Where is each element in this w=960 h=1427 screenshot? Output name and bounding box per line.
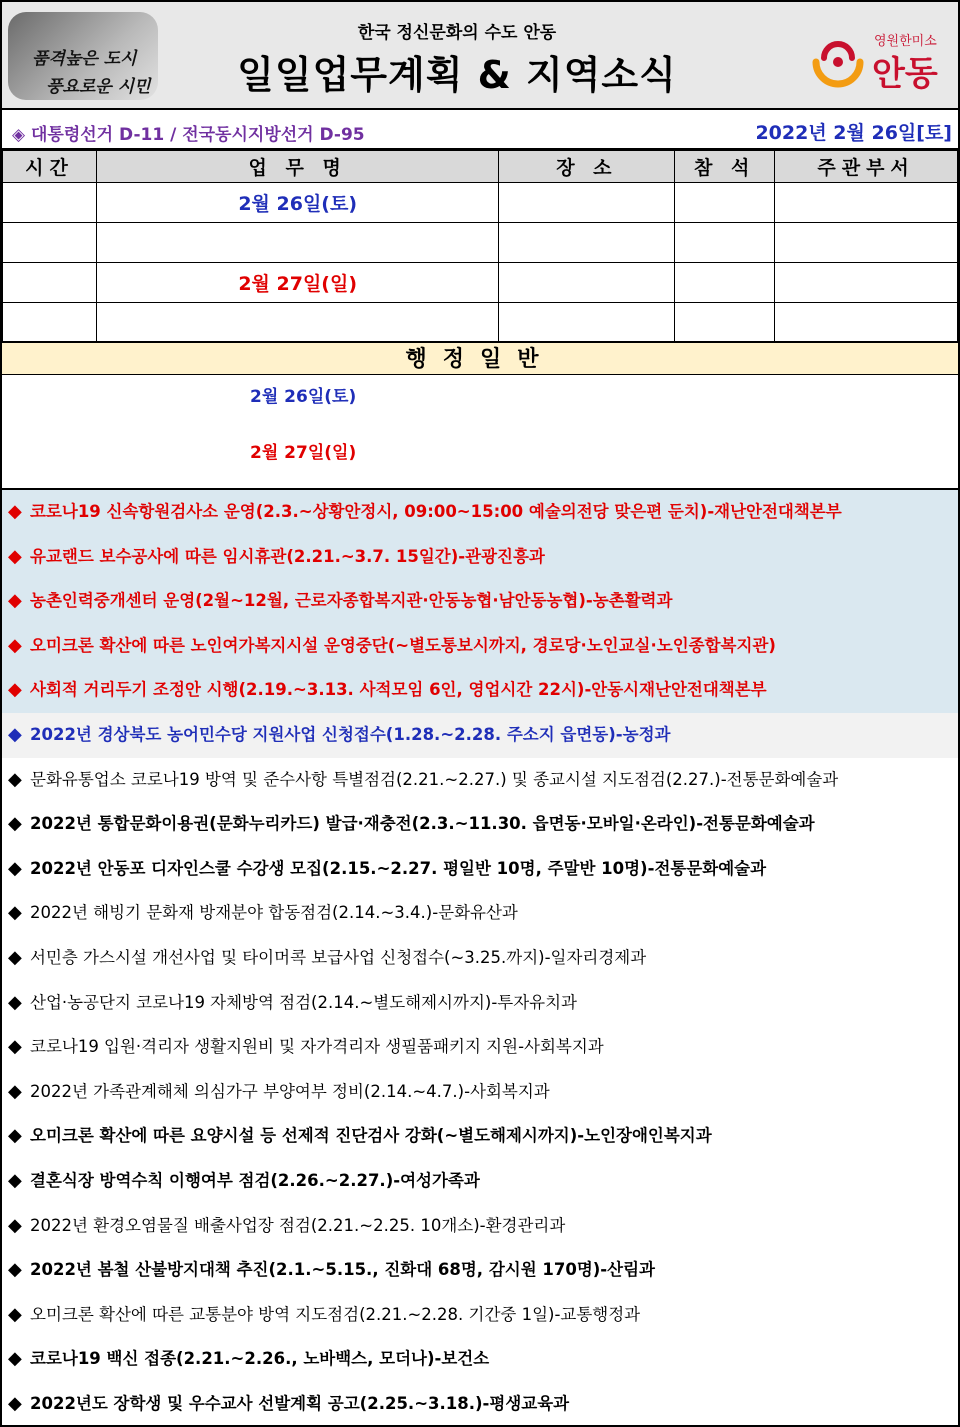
list-item [2, 1070, 958, 1115]
diamond-bullet-icon: ◆ [8, 946, 22, 968]
time-cell [3, 303, 97, 343]
table-row [3, 183, 958, 223]
list-item-text: 농촌인력중개센터 운영(2월~12월, 근로자종합복지관·안동농협·남안동농협)-농촌활력과 [30, 591, 673, 611]
list-item [2, 713, 958, 758]
list-item-text: 문화유통업소 코로나19 방역 및 준수사항 특별점검(2.21.~2.27.) 및 종교시설 지도점검(2.27.)-전통문화예술과 [30, 769, 839, 789]
dept-cell [775, 263, 958, 303]
diamond-bullet-icon: ◆ [8, 1080, 22, 1102]
list-item [2, 847, 958, 892]
list-item-text: 2022년 봄철 산불방지대책 추진(2.1.~5.15., 진화대 68명, 감시원 170명)-산림과 [30, 1260, 655, 1280]
diamond-bullet-icon: ◆ [8, 1259, 22, 1281]
diamond-bullet-icon: ◆ [8, 1303, 22, 1325]
admin-date-saturday: 2월 26일(토) [250, 387, 357, 407]
list-item [2, 579, 958, 624]
diamond-bullet-icon: ◆ [8, 857, 22, 879]
place-cell [499, 303, 675, 343]
diamond-bullet-icon: ◆ [8, 1125, 22, 1147]
schedule-table [2, 150, 958, 343]
list-item [2, 1293, 958, 1338]
slogan-line-2: 풍요로운 시민 [46, 77, 151, 97]
list-item-text: 코로나19 입원·격리자 생활지원비 및 자가격리자 생필품패키지 지원-사회복지과 [30, 1037, 604, 1057]
admin-date-sunday: 2월 27일(일) [250, 443, 357, 463]
list-item-text: 서민층 가스시설 개선사업 및 타이머콕 보급사업 신청접수(~3.25.까지)-일자리경제과 [30, 947, 647, 967]
time-cell [3, 183, 97, 223]
andong-logo [810, 24, 950, 94]
list-item [2, 802, 958, 847]
election-countdown-bar [2, 112, 958, 150]
list-item-text: 산업·농공단지 코로나19 자체방역 점검(2.14.~별도해제시까지)-투자유치과 [30, 992, 577, 1012]
list-item-text: 코로나19 신속항원검사소 운영(2.3.~상황안정시, 09:00~15:00 예술의전당 맞은편 둔치)-재난안전대책본부 [30, 502, 842, 521]
diamond-bullet-icon: ◆ [8, 1169, 22, 1191]
list-item-text: 사회적 거리두기 조정안 시행(2.19.~3.13. 사적모임 6인, 영업시간 22시)-안동시재난안전대책본부 [30, 680, 767, 700]
dept-cell [775, 223, 958, 263]
diamond-bullet-icon: ◆ [8, 1392, 22, 1414]
diamond-bullet-icon: ◆ [8, 679, 22, 701]
table-row [3, 223, 958, 263]
place-cell [499, 223, 675, 263]
place-cell [499, 183, 675, 223]
election-countdown: ◈ 대통령선거 D-11 / 전국동시지방선거 D-95 [12, 125, 365, 145]
attend-cell [675, 303, 775, 343]
col-header-dept: 주관부서 [775, 151, 958, 183]
list-item [2, 1159, 958, 1204]
task-cell: 2월 26일(토) [96, 183, 499, 223]
table-row [3, 303, 958, 343]
admin-section-heading: 행정일반 [2, 341, 958, 375]
attend-cell [675, 223, 775, 263]
list-item [2, 1248, 958, 1293]
place-cell [499, 263, 675, 303]
list-item [2, 668, 958, 713]
list-item-text: 결혼식장 방역수칙 이행여부 점검(2.26.~2.27.)-여성가족과 [30, 1170, 480, 1190]
list-item-text: 2022년 가족관계해체 의심가구 부양여부 정비(2.14.~4.7.)-사회복지과 [30, 1081, 550, 1101]
diamond-bullet-icon: ◆ [8, 991, 22, 1013]
list-item-text: 2022년 해빙기 문화재 방재분야 합동점검(2.14.~3.4.)-문화유산과 [30, 903, 518, 923]
col-header-time: 시간 [3, 151, 97, 183]
list-item [2, 1114, 958, 1159]
list-item-text: 2022년 통합문화이용권(문화누리카드) 발급·재충전(2.3.~11.30. 읍면동·모바일·온라인)-전통문화예술과 [30, 814, 815, 834]
document-date: 2022년 2월 26일[토] [755, 122, 952, 144]
list-item [2, 1204, 958, 1249]
time-cell [3, 263, 97, 303]
diamond-bullet-icon: ◆ [8, 1036, 22, 1058]
document-header [2, 2, 958, 110]
list-item-text: 2022년 경상북도 농어민수당 지원사업 신청접수(1.28.~2.28. 주소지 읍면동)-농정과 [30, 724, 671, 744]
col-header-attend: 참 석 [675, 151, 775, 183]
diamond-bullet-icon: ◆ [8, 813, 22, 835]
header-subtitle: 한국 정신문화의 수도 안동 [357, 23, 557, 43]
attend-cell [675, 263, 775, 303]
list-item [2, 490, 958, 535]
time-cell [3, 223, 97, 263]
col-header-task: 업 무 명 [96, 151, 499, 183]
andong-logo-icon [810, 32, 866, 88]
table-row [3, 263, 958, 303]
list-item [2, 624, 958, 669]
diamond-bullet-icon: ◆ [8, 590, 22, 612]
task-cell: 2월 27일(일) [96, 263, 499, 303]
list-item-text: 오미크론 확산에 따른 요양시설 등 선제적 진단검사 강화(~별도해제시까지)-노인장애인복지과 [30, 1126, 712, 1146]
diamond-bullet-icon: ◆ [8, 1348, 22, 1370]
diamond-bullet-icon: ◆ [8, 723, 22, 745]
schedule-header-row [3, 151, 958, 183]
list-item-text: 유교랜드 보수공사에 따른 임시휴관(2.21.~3.7. 15일간)-관광진흥과 [30, 546, 545, 566]
dept-cell [775, 183, 958, 223]
dept-cell [775, 303, 958, 343]
list-item [2, 1382, 958, 1427]
slogan-emblem [8, 12, 158, 100]
list-item-text: 2022년도 장학생 및 우수교사 선발계획 공고(2.25.~3.18.)-평생교육과 [30, 1393, 570, 1413]
diamond-bullet-icon: ◆ [8, 902, 22, 924]
list-item-text: 코로나19 백신 접종(2.21.~2.26., 노바백스, 모더나)-보건소 [30, 1349, 490, 1369]
list-item [2, 936, 958, 981]
notice-list [2, 490, 958, 1426]
task-cell [96, 223, 499, 263]
diamond-bullet-icon: ◆ [8, 1214, 22, 1236]
diamond-bullet-icon: ◆ [8, 501, 22, 522]
list-item-text: 오미크론 확산에 따른 교통분야 방역 지도점검(2.21.~2.28. 기간중 1일)-교통행정과 [30, 1304, 641, 1324]
diamond-bullet-icon: ◆ [8, 634, 22, 656]
list-item [2, 535, 958, 580]
diamond-bullet-icon: ◆ [8, 768, 22, 790]
page-title: 일일업무계획 & 지역소식 [237, 53, 677, 97]
col-header-place: 장 소 [499, 151, 675, 183]
list-item [2, 1025, 958, 1070]
task-cell [96, 303, 499, 343]
slogan-line-1: 품격높은 도시 [32, 49, 137, 69]
attend-cell [675, 183, 775, 223]
list-item [2, 981, 958, 1026]
diamond-bullet-icon: ◆ [8, 545, 22, 567]
list-item [2, 1337, 958, 1382]
logo-wordmark: 안동 [872, 54, 938, 94]
list-item-text: 2022년 환경오염물질 배출사업장 점검(2.21.~2.25. 10개소)-환경관리과 [30, 1215, 566, 1235]
list-item [2, 758, 958, 803]
list-item-text: 2022년 안동포 디자인스쿨 수강생 모집(2.15.~2.27. 평일반 10명, 주말반 10명)-전통문화예술과 [30, 858, 767, 878]
logo-tagline: 영원한미소 [874, 34, 937, 49]
list-item-text: 오미크론 확산에 따른 노인여가복지시설 운영중단(~별도통보시까지, 경로당·노인교실·노인종합복지관) [30, 635, 776, 655]
list-item [2, 891, 958, 936]
